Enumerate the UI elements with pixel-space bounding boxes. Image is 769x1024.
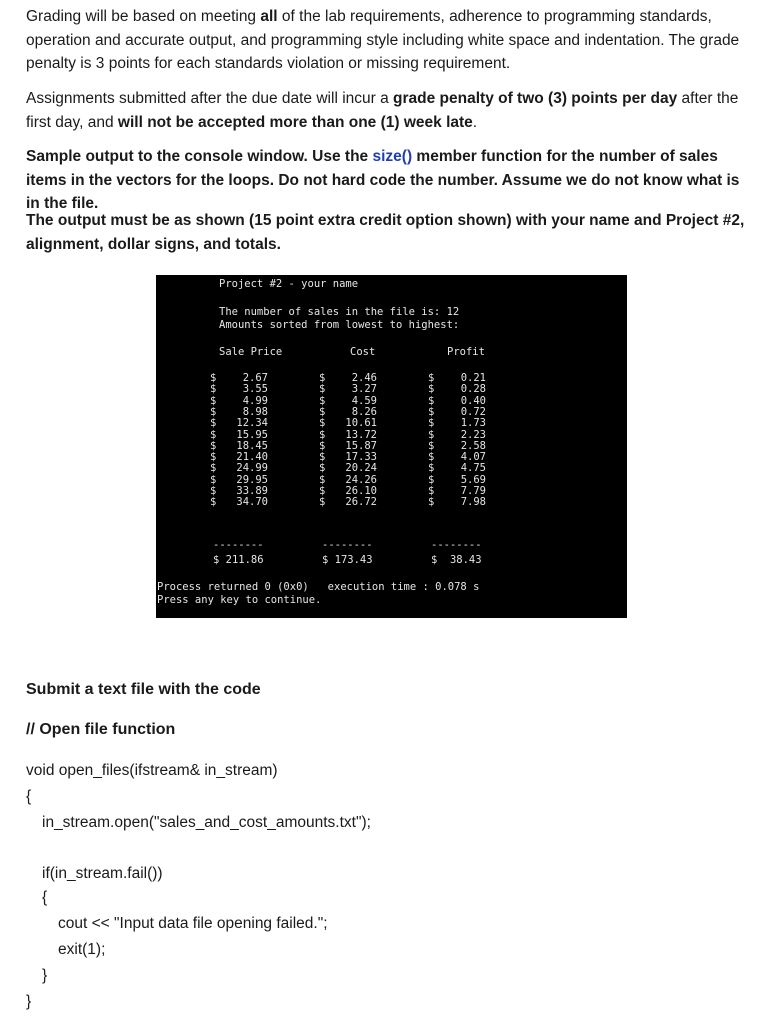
sale-value: 15.95 (236, 428, 268, 441)
cost-dollar-sign: $ (319, 405, 326, 418)
cost-value: 8.26 (351, 405, 377, 418)
profit-dollar-sign: $ (428, 405, 435, 418)
profit-value: 2.58 (460, 439, 486, 452)
sale-value: 29.95 (236, 473, 268, 486)
profit-dollar-sign: $ (428, 372, 435, 384)
sale-value: 2.67 (242, 372, 268, 384)
cost-dollar-sign: $ (319, 473, 326, 486)
sale-dollar-sign: $ (210, 496, 217, 509)
sale-value: 3.55 (242, 383, 268, 396)
code-line-open-brace: { (26, 788, 32, 805)
sale-value: 21.40 (236, 451, 268, 464)
console-press-line: Press any key to continue. (157, 594, 322, 606)
profit-value: 0.21 (460, 372, 486, 384)
sale-dollar-sign: $ (210, 473, 217, 486)
sale-value: 4.99 (242, 394, 268, 407)
cost-value: 2.46 (351, 372, 377, 384)
sale-dollar-sign: $ (210, 417, 217, 430)
code-line-if-brace: { (42, 889, 48, 906)
sale-value: 33.89 (236, 485, 268, 497)
cost-dollar-sign: $ (319, 451, 326, 464)
cost-value: 26.72 (345, 496, 377, 509)
code-line-close-brace: } (26, 993, 32, 1010)
header-cost: Cost (350, 346, 376, 358)
open-file-comment: // Open file function (26, 721, 176, 738)
separator-sale: -------- (213, 539, 264, 551)
sale-dollar-sign: $ (210, 451, 217, 464)
total-sale: $ 211.86 (213, 554, 264, 566)
profit-dollar-sign: $ (428, 473, 435, 486)
profit-dollar-sign: $ (428, 417, 435, 430)
profit-dollar-sign: $ (428, 428, 435, 441)
profit-value: 1.73 (460, 417, 486, 430)
profit-value: 5.69 (460, 473, 486, 486)
sale-dollar-sign: $ (210, 394, 217, 407)
profit-value: 4.07 (460, 451, 486, 464)
profit-value: 0.72 (460, 405, 486, 418)
profit-value: 4.75 (460, 462, 486, 475)
profit-dollar-sign: $ (428, 485, 435, 497)
code-line-exit: exit(1); (58, 941, 106, 958)
total-cost: $ 173.43 (322, 554, 373, 566)
console-sorted-line: Amounts sorted from lowest to highest: (219, 319, 460, 331)
header-profit: Profit (447, 346, 485, 358)
cost-dollar-sign: $ (319, 428, 326, 441)
cost-value: 24.26 (345, 473, 377, 486)
separator-profit: -------- (431, 539, 482, 551)
cost-dollar-sign: $ (319, 462, 326, 475)
profit-dollar-sign: $ (428, 451, 435, 464)
profit-dollar-sign: $ (428, 496, 435, 509)
cost-value: 10.61 (345, 417, 377, 430)
profit-dollar-sign: $ (428, 383, 435, 396)
cost-value: 20.24 (345, 462, 377, 475)
code-line-signature: void open_files(ifstream& in_stream) (26, 762, 278, 779)
profit-dollar-sign: $ (428, 394, 435, 407)
code-line-if-close: } (42, 967, 48, 984)
console-process-line: Process returned 0 (0x0) execution time : 0.078 s (157, 581, 480, 593)
sale-dollar-sign: $ (210, 462, 217, 475)
sale-dollar-sign: $ (210, 383, 217, 396)
separator-cost: -------- (322, 539, 373, 551)
cost-value: 26.10 (345, 485, 377, 497)
profit-dollar-sign: $ (428, 462, 435, 475)
cost-dollar-sign: $ (319, 383, 326, 396)
cost-value: 13.72 (345, 428, 377, 441)
code-line-if: if(in_stream.fail()) (42, 865, 163, 882)
profit-dollar-sign: $ (428, 439, 435, 452)
profit-value: 0.28 (460, 383, 486, 396)
sale-dollar-sign: $ (210, 428, 217, 441)
sale-dollar-sign: $ (210, 372, 217, 384)
cost-dollar-sign: $ (319, 485, 326, 497)
code-line-open-call: in_stream.open("sales_and_cost_amounts.txt"); (42, 814, 371, 831)
sale-dollar-sign: $ (210, 485, 217, 497)
sale-value: 18.45 (236, 439, 268, 452)
cost-value: 4.59 (351, 394, 377, 407)
sale-value: 24.99 (236, 462, 268, 475)
sample-output-paragraph: Sample output to the console window. Use the size() member function for the number of sales items in the vectors for the loops. Do not hard code the number. Assume we do not know what is in the file. (26, 148, 740, 212)
cost-value: 3.27 (351, 383, 377, 396)
output-requirements-paragraph: The output must be as shown (15 point extra credit option shown) with your name and Project #2, alignment, dollar signs, and totals. (26, 212, 745, 253)
sale-value: 8.98 (242, 405, 268, 418)
sale-dollar-sign: $ (210, 439, 217, 452)
code-line-cout: cout << "Input data file opening failed."; (58, 915, 328, 932)
sale-value: 34.70 (236, 496, 268, 509)
cost-dollar-sign: $ (319, 394, 326, 407)
sale-value: 12.34 (236, 417, 268, 430)
cost-dollar-sign: $ (319, 417, 326, 430)
profit-value: 0.40 (460, 394, 486, 407)
late-policy-paragraph: Assignments submitted after the due date will incur a grade penalty of two (3) points per day after the first day, and will not be accepted more than one (1) week late. (26, 90, 739, 131)
profit-value: 2.23 (460, 428, 486, 441)
sale-dollar-sign: $ (210, 405, 217, 418)
console-title: Project #2 - your name (219, 278, 359, 290)
console-window (156, 275, 627, 618)
console-count-line: The number of sales in the file is: 12 (219, 306, 460, 318)
cost-value: 17.33 (345, 451, 377, 464)
cost-dollar-sign: $ (319, 439, 326, 452)
header-sale-price: Sale Price (219, 346, 283, 358)
profit-value: 7.98 (460, 496, 486, 509)
cost-dollar-sign: $ (319, 372, 326, 384)
cost-dollar-sign: $ (319, 496, 326, 509)
total-profit: $ 38.43 (431, 554, 482, 566)
submit-heading: Submit a text file with the code (26, 681, 261, 698)
cost-value: 15.87 (345, 439, 377, 452)
profit-value: 7.79 (460, 485, 486, 497)
grading-paragraph: Grading will be based on meeting all of the lab requirements, adherence to programming standards, operation and accurate output, and programming style including white space and indentation. The grade penalty is 3 points for each standards violation or missing requirement. (26, 8, 740, 72)
